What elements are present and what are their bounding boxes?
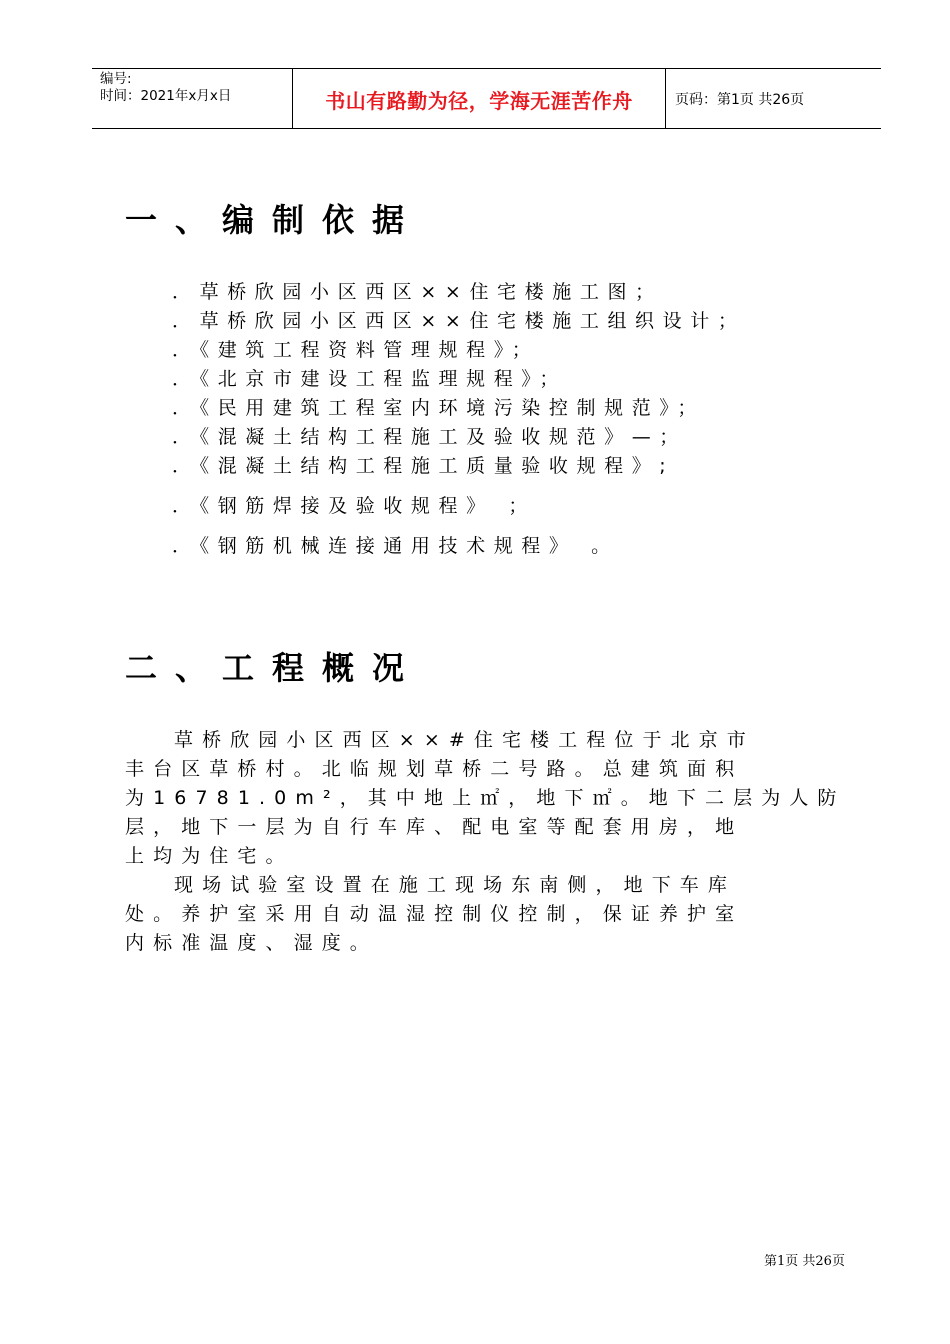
basis-item: ．《北京市建设工程监理规程》； [172,368,568,390]
paragraph-line: 丰台区草桥村。北临规划草桥二号路。总建筑面积 [125,758,744,780]
header-motto: 书山有路勤为径，学海无涯苦作舟 [293,69,666,128]
section-2-title: 工程概况 [222,649,423,687]
section-1-heading [125,200,422,240]
header-page-code: 页码：第1页 共26页 [675,91,805,108]
paragraph-line: 内标准温度、湿度。 [125,932,378,954]
basis-item: ．《建筑工程资料管理规程》； [172,339,540,361]
serial-label: 编号: [100,71,132,87]
paragraph-line: 层，地下一层为自行车库、配电室等配套用房，地 [125,816,744,838]
section-2-number: 二、 [125,649,226,687]
basis-item: ．草桥欣园小区西区××住宅楼施工图； [172,281,663,303]
paragraph-line: 现场试验室设置在施工现场东南侧，地下车库 [174,874,737,896]
section-2-heading [125,648,422,688]
basis-item: ．《民用建筑工程室内环境污染控制规范》； [172,397,706,419]
paragraph-line: 处。养护室采用自动温湿控制仪控制，保证养护室 [125,903,744,925]
basis-item: ．草桥欣园小区西区××住宅楼施工组织设计； [172,310,746,332]
basis-item: ．《混凝土结构工程施工及验收规范》—； [172,426,687,448]
header-meta [92,69,293,128]
paragraph-line: 草桥欣园小区西区××#住宅楼工程位于北京市 [174,729,755,751]
time-label: 时间：2021年x月x日 [100,88,232,104]
paragraph-line: 为16781.0m²，其中地上㎡，地下㎡。地下二层为人防 [125,787,846,809]
basis-item: ．《混凝土结构工程施工质量验收规程》; [172,455,675,477]
lab-setup-paragraph [125,871,841,958]
project-overview-paragraph [125,726,846,871]
section-1-number: 一、 [125,201,226,239]
basis-item: ．《钢筋机械连接通用技术规程》 。 [172,535,619,557]
section-1-title: 编制依据 [222,201,423,239]
page-header [92,68,881,129]
page-footer: 第1页 共26页 [764,1254,845,1269]
basis-item: ．《钢筋焊接及验收规程》 ； [172,495,536,517]
paragraph-line: 上均为住宅。 [125,845,294,867]
